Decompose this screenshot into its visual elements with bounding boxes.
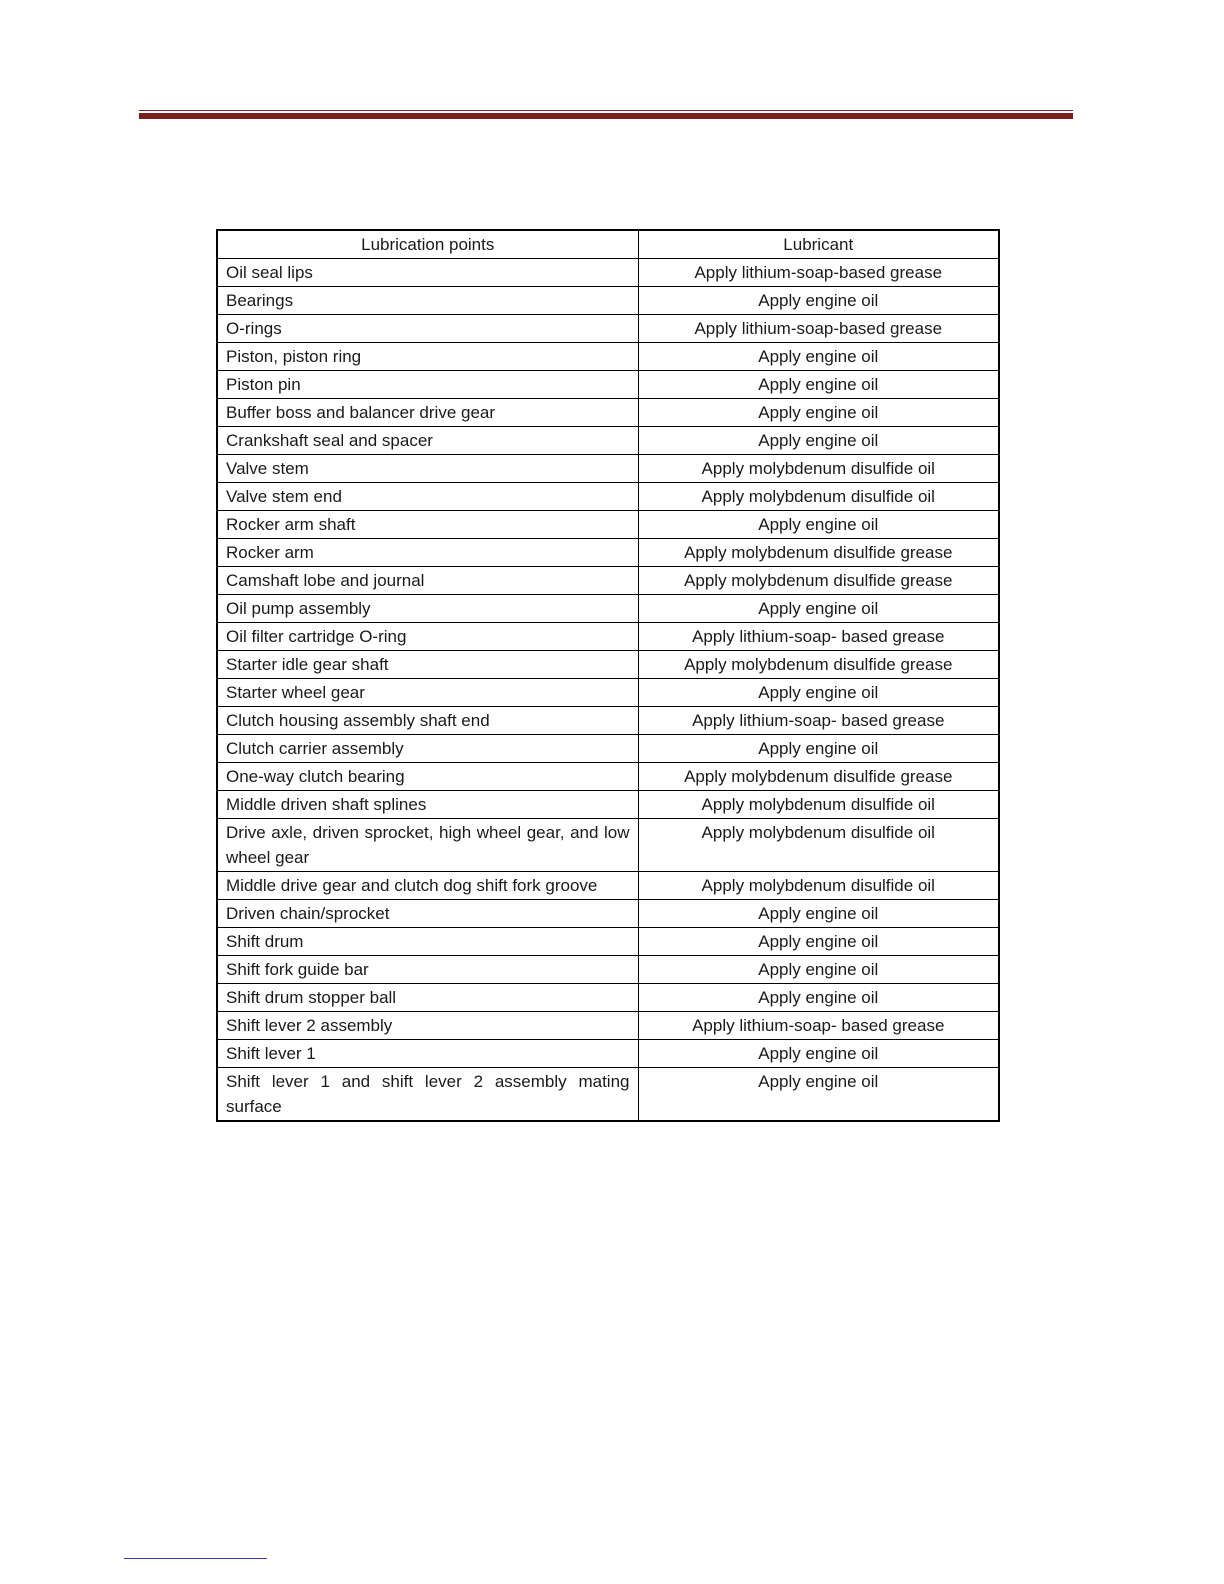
- table-row: [217, 315, 999, 343]
- lubrication-point-cell: Clutch carrier assembly: [217, 735, 638, 763]
- table-row: [217, 455, 999, 483]
- lubrication-point-cell: Drive axle, driven sprocket, high wheel gear, and low wheel gear: [217, 819, 638, 872]
- lubricant-cell: Apply molybdenum disulfide oil: [638, 483, 999, 511]
- table-row: [217, 567, 999, 595]
- table-row: [217, 343, 999, 371]
- table-row: [217, 763, 999, 791]
- lubricant-cell: Apply molybdenum disulfide grease: [638, 763, 999, 791]
- lubricant-cell: Apply engine oil: [638, 511, 999, 539]
- table-row: [217, 511, 999, 539]
- lubricant-cell: Apply engine oil: [638, 956, 999, 984]
- lubricant-cell: Apply lithium-soap- based grease: [638, 1012, 999, 1040]
- table-row: [217, 1068, 999, 1122]
- lubrication-point-cell: Shift fork guide bar: [217, 956, 638, 984]
- table-row: [217, 900, 999, 928]
- lubrication-table: [216, 229, 1000, 1122]
- table-header-row: [217, 230, 999, 259]
- lubrication-point-cell: O-rings: [217, 315, 638, 343]
- lubricant-cell: Apply engine oil: [638, 735, 999, 763]
- table-row: [217, 427, 999, 455]
- lubrication-point-cell: Crankshaft seal and spacer: [217, 427, 638, 455]
- lubrication-point-cell: Buffer boss and balancer drive gear: [217, 399, 638, 427]
- lubricant-cell: Apply molybdenum disulfide oil: [638, 872, 999, 900]
- lubrication-point-cell: Valve stem: [217, 455, 638, 483]
- lubricant-cell: Apply molybdenum disulfide grease: [638, 567, 999, 595]
- lubrication-point-cell: Clutch housing assembly shaft end: [217, 707, 638, 735]
- lubricant-cell: Apply engine oil: [638, 928, 999, 956]
- table-row: [217, 595, 999, 623]
- lubrication-point-cell: Oil filter cartridge O-ring: [217, 623, 638, 651]
- lubricant-cell: Apply engine oil: [638, 371, 999, 399]
- lubrication-point-cell: Valve stem end: [217, 483, 638, 511]
- lubrication-point-cell: Middle drive gear and clutch dog shift fork groove: [217, 872, 638, 900]
- lubricant-cell: Apply engine oil: [638, 679, 999, 707]
- table-row: [217, 539, 999, 567]
- header-rule: [139, 110, 1073, 119]
- header-rule-thin-line: [139, 110, 1073, 111]
- table-row: [217, 259, 999, 287]
- table-row: [217, 371, 999, 399]
- lubrication-point-cell: Oil seal lips: [217, 259, 638, 287]
- lubricant-cell: Apply engine oil: [638, 399, 999, 427]
- lubricant-cell: Apply molybdenum disulfide oil: [638, 455, 999, 483]
- table-row: [217, 872, 999, 900]
- table-row: [217, 679, 999, 707]
- lubricant-cell: Apply engine oil: [638, 1040, 999, 1068]
- table-row: [217, 956, 999, 984]
- lubrication-point-cell: Oil pump assembly: [217, 595, 638, 623]
- lubricant-cell: Apply lithium-soap-based grease: [638, 315, 999, 343]
- table-row: [217, 819, 999, 872]
- lubrication-point-cell: Rocker arm: [217, 539, 638, 567]
- lubrication-point-cell: Driven chain/sprocket: [217, 900, 638, 928]
- lubricant-cell: Apply lithium-soap-based grease: [638, 259, 999, 287]
- lubrication-point-cell: Rocker arm shaft: [217, 511, 638, 539]
- table-row: [217, 928, 999, 956]
- header-rule-thick-line: [139, 113, 1073, 119]
- lubrication-point-cell: One-way clutch bearing: [217, 763, 638, 791]
- lubrication-point-cell: Starter wheel gear: [217, 679, 638, 707]
- lubricant-cell: Apply molybdenum disulfide grease: [638, 539, 999, 567]
- lubricant-cell: Apply molybdenum disulfide oil: [638, 819, 999, 872]
- lubricant-cell: Apply engine oil: [638, 343, 999, 371]
- lubrication-point-cell: Piston, piston ring: [217, 343, 638, 371]
- table-row: [217, 735, 999, 763]
- lubricant-cell: Apply lithium-soap- based grease: [638, 707, 999, 735]
- table-row: [217, 707, 999, 735]
- table-row: [217, 1012, 999, 1040]
- column-header-lubrication-points: Lubrication points: [217, 230, 638, 259]
- lubricant-cell: Apply engine oil: [638, 427, 999, 455]
- table-body: [217, 259, 999, 1122]
- column-header-lubricant: Lubricant: [638, 230, 999, 259]
- table-row: [217, 651, 999, 679]
- lubrication-point-cell: Bearings: [217, 287, 638, 315]
- table-row: [217, 984, 999, 1012]
- lubrication-point-cell: Starter idle gear shaft: [217, 651, 638, 679]
- lubricant-cell: Apply engine oil: [638, 595, 999, 623]
- lubrication-point-cell: Shift lever 2 assembly: [217, 1012, 638, 1040]
- lubricant-cell: Apply engine oil: [638, 984, 999, 1012]
- lubricant-cell: Apply lithium-soap- based grease: [638, 623, 999, 651]
- lubrication-point-cell: Shift drum stopper ball: [217, 984, 638, 1012]
- table-row: [217, 623, 999, 651]
- lubricant-cell: Apply molybdenum disulfide oil: [638, 791, 999, 819]
- table-row: [217, 791, 999, 819]
- table-row: [217, 287, 999, 315]
- lubricant-cell: Apply engine oil: [638, 1068, 999, 1122]
- footnote-separator: [124, 1558, 267, 1559]
- lubrication-point-cell: Shift drum: [217, 928, 638, 956]
- lubricant-cell: Apply engine oil: [638, 900, 999, 928]
- lubricant-cell: Apply engine oil: [638, 287, 999, 315]
- lubrication-point-cell: Shift lever 1 and shift lever 2 assembly mating surface: [217, 1068, 638, 1122]
- lubrication-point-cell: Camshaft lobe and journal: [217, 567, 638, 595]
- lubrication-point-cell: Piston pin: [217, 371, 638, 399]
- table-row: [217, 399, 999, 427]
- lubricant-cell: Apply molybdenum disulfide grease: [638, 651, 999, 679]
- lubrication-point-cell: Middle driven shaft splines: [217, 791, 638, 819]
- table-row: [217, 483, 999, 511]
- lubrication-point-cell: Shift lever 1: [217, 1040, 638, 1068]
- table-row: [217, 1040, 999, 1068]
